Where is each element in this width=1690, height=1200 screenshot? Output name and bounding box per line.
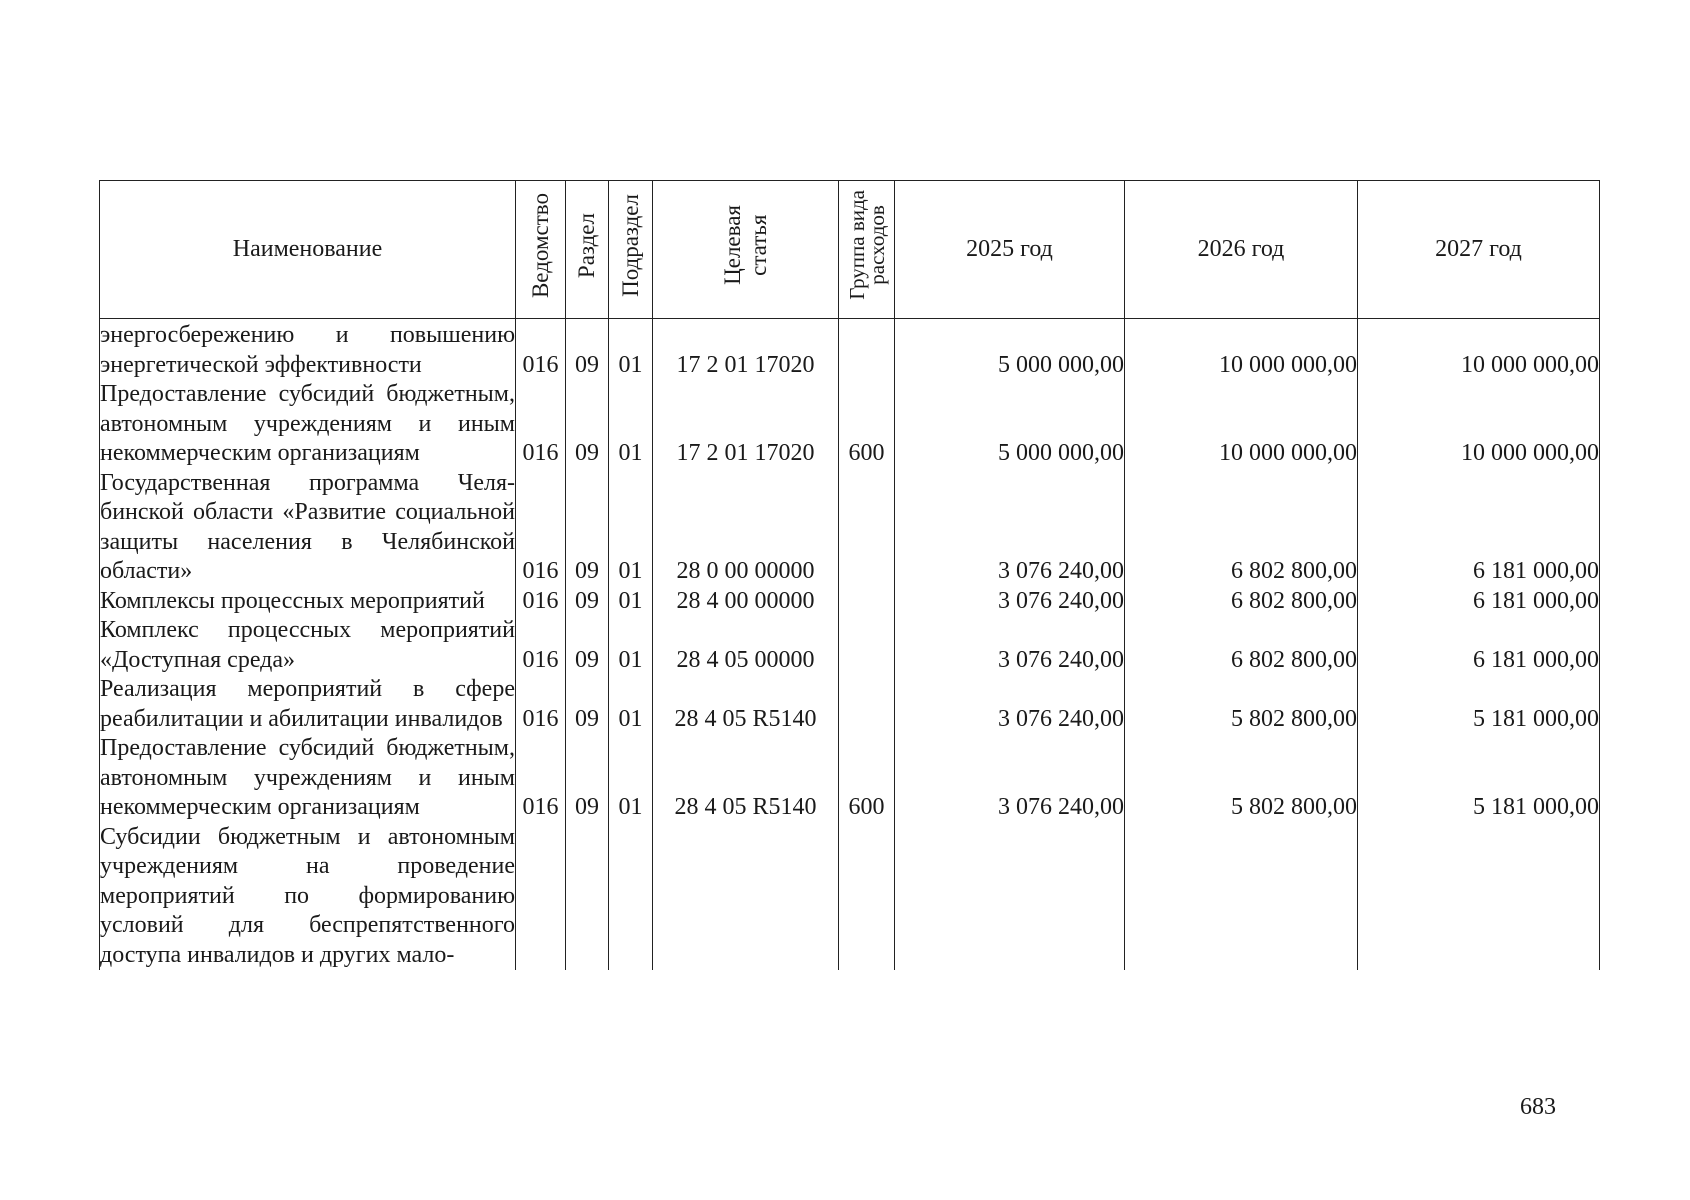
header-name-text: Наименование (232, 235, 383, 262)
table-row (100, 380, 1600, 469)
row-celevaya: 17 2 01 17020 (653, 380, 839, 469)
table-row (100, 675, 1600, 734)
row-razdel: 09 (566, 587, 609, 617)
row-2025: 5 000 000,00 (895, 380, 1125, 469)
row-podrazdel: 01 (609, 616, 653, 675)
row-2027: 6 181 000,00 (1358, 587, 1600, 617)
row-podrazdel: 01 (609, 469, 653, 587)
row-name: Предоставление субсидий бюджетным, автономным учреждениям и иным некоммерческим организациям (100, 380, 516, 469)
row-vedomstvo: 016 (516, 616, 566, 675)
row-razdel: 09 (566, 675, 609, 734)
row-2025 (895, 823, 1125, 971)
row-vedomstvo: 016 (516, 321, 566, 380)
row-2027 (1358, 823, 1600, 971)
header-2026 (1125, 181, 1358, 319)
row-gruppa: 600 (839, 734, 895, 823)
header-celevaya-statya (653, 181, 839, 319)
header-razdel-text: Раздел (574, 212, 599, 278)
table-header (100, 181, 1600, 319)
row-2025: 3 076 240,00 (895, 469, 1125, 587)
row-celevaya: 17 2 01 17020 (653, 321, 839, 380)
header-gruppa-line2: расходов (864, 205, 889, 286)
table-row (100, 616, 1600, 675)
row-vedomstvo: 016 (516, 675, 566, 734)
header-gruppa (839, 181, 895, 319)
row-razdel: 09 (566, 734, 609, 823)
header-2027 (1358, 181, 1600, 319)
header-podrazdel (609, 181, 653, 319)
header-celevaya-text (720, 205, 772, 285)
row-podrazdel: 01 (609, 587, 653, 617)
header-celevaya-line2: статья (745, 214, 771, 276)
row-2026: 5 802 800,00 (1125, 734, 1358, 823)
row-gruppa (839, 587, 895, 617)
header-2027-text: 2027 год (1435, 235, 1522, 262)
row-podrazdel: 01 (609, 675, 653, 734)
row-vedomstvo: 016 (516, 380, 566, 469)
row-2027: 6 181 000,00 (1358, 616, 1600, 675)
row-2026: 5 802 800,00 (1125, 675, 1358, 734)
row-gruppa (839, 675, 895, 734)
table-row (100, 587, 1600, 617)
header-gruppa-text (844, 190, 889, 301)
row-podrazdel: 01 (609, 380, 653, 469)
table-row (100, 321, 1600, 380)
row-2025: 5 000 000,00 (895, 321, 1125, 380)
budget-table (99, 180, 1600, 970)
row-razdel: 09 (566, 321, 609, 380)
header-name (100, 181, 516, 319)
row-2026: 6 802 800,00 (1125, 469, 1358, 587)
header-celevaya-line1: Целевая (719, 205, 745, 286)
header-podrazdel-text: Подраздел (617, 193, 643, 297)
row-gruppa (839, 469, 895, 587)
row-2025: 3 076 240,00 (895, 675, 1125, 734)
row-2026: 6 802 800,00 (1125, 587, 1358, 617)
table-row (100, 734, 1600, 823)
row-2025: 3 076 240,00 (895, 587, 1125, 617)
header-2025 (895, 181, 1125, 319)
row-name: Субсидии бюджетным и автономным учреждениям на проведение мероприятий по формированию условий для беспрепятственного доступа инвалидов и других мало- (100, 823, 516, 971)
header-vedomstvo-text: Ведомство (527, 192, 553, 298)
row-2026: 10 000 000,00 (1125, 380, 1358, 469)
row-razdel: 09 (566, 616, 609, 675)
row-name: Комплекс процессных мероприятий «Доступная среда» (100, 616, 516, 675)
row-gruppa (839, 823, 895, 971)
row-podrazdel: 01 (609, 321, 653, 380)
table-body (100, 319, 1600, 971)
row-2025: 3 076 240,00 (895, 616, 1125, 675)
table-row (100, 823, 1600, 971)
row-2026: 10 000 000,00 (1125, 321, 1358, 380)
row-razdel: 09 (566, 469, 609, 587)
row-celevaya: 28 0 00 00000 (653, 469, 839, 587)
row-gruppa: 600 (839, 380, 895, 469)
header-vedomstvo (516, 181, 566, 319)
row-2027: 10 000 000,00 (1358, 321, 1600, 380)
row-celevaya: 28 4 00 00000 (653, 587, 839, 617)
row-2027: 10 000 000,00 (1358, 380, 1600, 469)
row-razdel: 09 (566, 380, 609, 469)
row-2026: 6 802 800,00 (1125, 616, 1358, 675)
row-vedomstvo: 016 (516, 734, 566, 823)
table-row (100, 469, 1600, 587)
row-2027: 5 181 000,00 (1358, 675, 1600, 734)
header-2026-text: 2026 год (1197, 235, 1285, 262)
row-2027: 5 181 000,00 (1358, 734, 1600, 823)
header-razdel (566, 181, 609, 319)
row-celevaya (653, 823, 839, 971)
row-vedomstvo: 016 (516, 587, 566, 617)
row-celevaya: 28 4 05 R5140 (653, 734, 839, 823)
row-2027: 6 181 000,00 (1358, 469, 1600, 587)
row-podrazdel: 01 (609, 734, 653, 823)
row-celevaya: 28 4 05 00000 (653, 616, 839, 675)
row-name: энергосбережению и повышению энергетической эффективности (100, 321, 516, 380)
row-gruppa (839, 616, 895, 675)
row-2026 (1125, 823, 1358, 971)
page-number: 683 (1520, 1094, 1556, 1120)
row-name: Предоставление субсидий бюджетным, автономным учреждениям и иным некоммерческим организациям (100, 734, 516, 823)
row-vedomstvo (516, 823, 566, 971)
header-2025-text: 2025 год (966, 235, 1053, 262)
row-name: Государственная программа Челябинской области «Развитие социальной защиты населения в Челябинской области» (100, 469, 516, 587)
header-gruppa-line1: Группа вида (844, 190, 869, 301)
row-vedomstvo: 016 (516, 469, 566, 587)
row-razdel (566, 823, 609, 971)
row-podrazdel (609, 823, 653, 971)
row-name: Реализация мероприятий в сфере реабилитации и абилитации инвалидов (100, 675, 516, 734)
row-gruppa (839, 321, 895, 380)
row-name: Комплексы процессных мероприятий (100, 587, 516, 617)
row-2025: 3 076 240,00 (895, 734, 1125, 823)
row-celevaya: 28 4 05 R5140 (653, 675, 839, 734)
